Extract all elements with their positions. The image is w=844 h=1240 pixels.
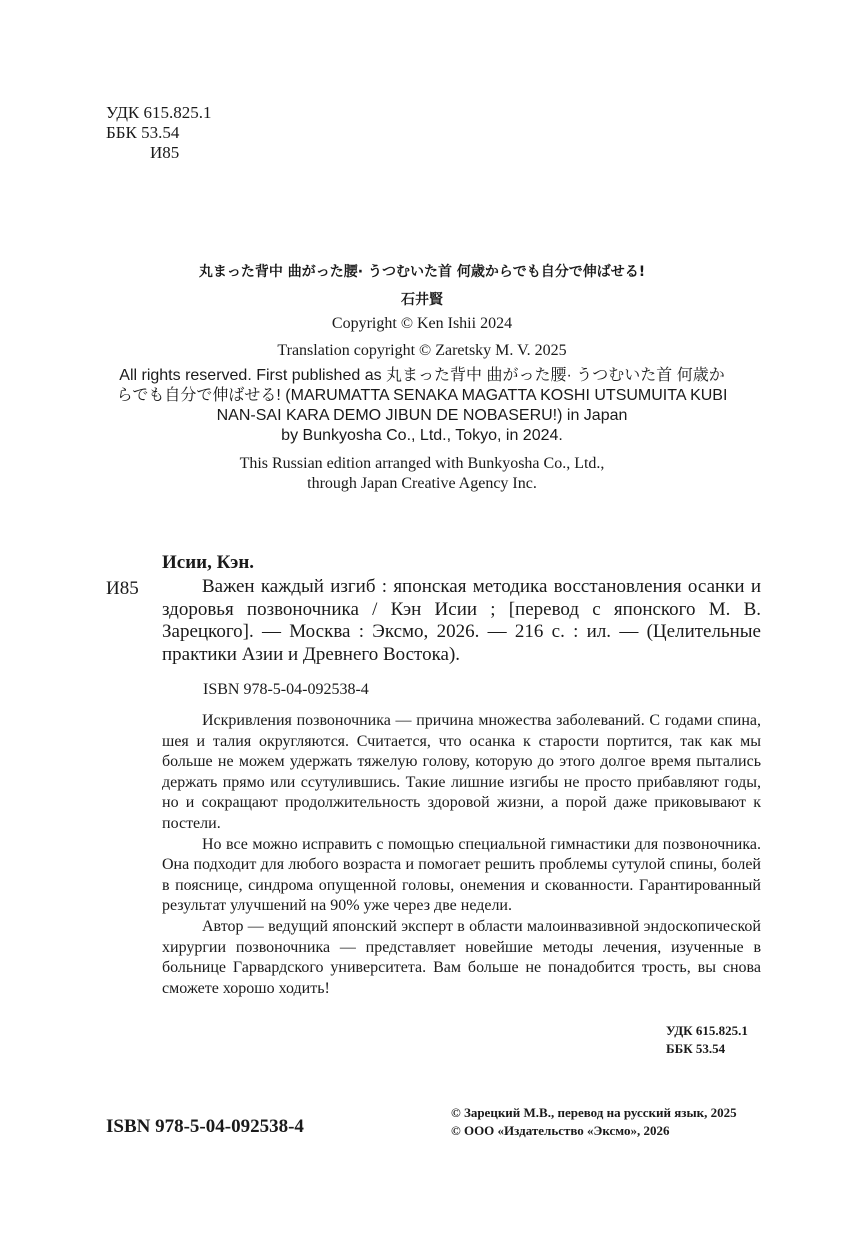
translation-copyright-line: Translation copyright © Zaretsky M. V. 2025 (277, 342, 567, 359)
bibliography-author: Исии, Кэн. (162, 552, 255, 573)
rights-line: NAN-SAI KARA DEMO JIBUN DE NOBASERU!) in Japan (216, 407, 628, 424)
annotation-paragraph: Искривления позвоночника — причина множества заболеваний. С годами спина, шея и талия округляются. Считается, что осанка к старости портится, так как мы больше не можем удержать тяжелую голову, которую до этого долгое время пытались держать прямо или ссутулившись. Такие лишние изгибы не просто прибавляют годы, но и сокращают продолжительность здоровой жизни, а порой даже приковывают к постели. (162, 712, 761, 832)
annotation-udk: УДК 615.825.1 (666, 1023, 748, 1038)
copyright-translation: © Зарецкий М.В., перевод на русский язык, 2025 (451, 1105, 737, 1120)
annotation-paragraph: Автор — ведущий японский эксперт в области малоинвазивной эндоскопической хирургии позвоночника — представляет новейшие методы лечения, изученные в больнице Гарвардского университета. Вам больше не понадобится трость, вы снова сможете хорошо ходить! (162, 917, 761, 997)
annotation (162, 711, 761, 999)
footer-isbn: ISBN 978-5-04-092538-4 (106, 1116, 304, 1137)
rights-line: by Bunkyosha Co., Ltd., Tokyo, in 2024. (281, 427, 563, 444)
bibliography-description: Важен каждый изгиб : японская методика восстановления осанки и здоровья позвоночника / Кэн Исии ; [перевод с японского М. В. Зарецкого]. — Москва : Эксмо, 2026. — 216 с. : ил. — (Целительные практики Азии и Древнего Востока). (162, 576, 761, 665)
original-author-jp: 石井賢 (401, 292, 443, 308)
footer-copyrights (451, 1104, 737, 1140)
edition-line: This Russian edition arranged with Bunkyosha Co., Ltd., (239, 455, 605, 472)
author-mark: И85 (150, 143, 180, 162)
rights-line: らでも自分で伸ばせる! (MARUMATTA SENAKA MAGATTA KOSHI UTSUMUITA KUBI (116, 387, 728, 404)
udk-code: УДК 615.825.1 (106, 103, 212, 122)
original-title-jp: 丸まった背中 曲がった腰· うつむいた首 何歳からでも自分で伸ばせる! (198, 264, 646, 280)
bbk-code: ББК 53.54 (106, 123, 180, 142)
copyright-line: Copyright © Ken Ishii 2024 (331, 315, 513, 332)
edition-line: through Japan Creative Agency Inc. (307, 475, 537, 492)
rights-line: All rights reserved. First published as 丸まった背中 曲がった腰· うつむいた首 何歳か (119, 367, 725, 384)
annotation-codes (666, 1022, 748, 1058)
edition-block (100, 454, 744, 494)
copyright-publisher: © ООО «Издательство «Эксмо», 2026 (451, 1123, 670, 1138)
rights-block (100, 366, 744, 446)
classification-block (106, 103, 212, 163)
bibliography-mark: И85 (106, 578, 139, 599)
bibliography-isbn: ISBN 978-5-04-092538-4 (203, 681, 369, 698)
annotation-paragraph: Но все можно исправить с помощью специальной гимнастики для позвоночника. Она подходит для любого возраста и помогает решить проблемы сутулой спины, болей в пояснице, синдрома опущенной головы, онемения и скованности. Гарантированный результат улучшений на 90% уже через две недели. (162, 835, 761, 915)
annotation-bbk: ББК 53.54 (666, 1041, 726, 1056)
